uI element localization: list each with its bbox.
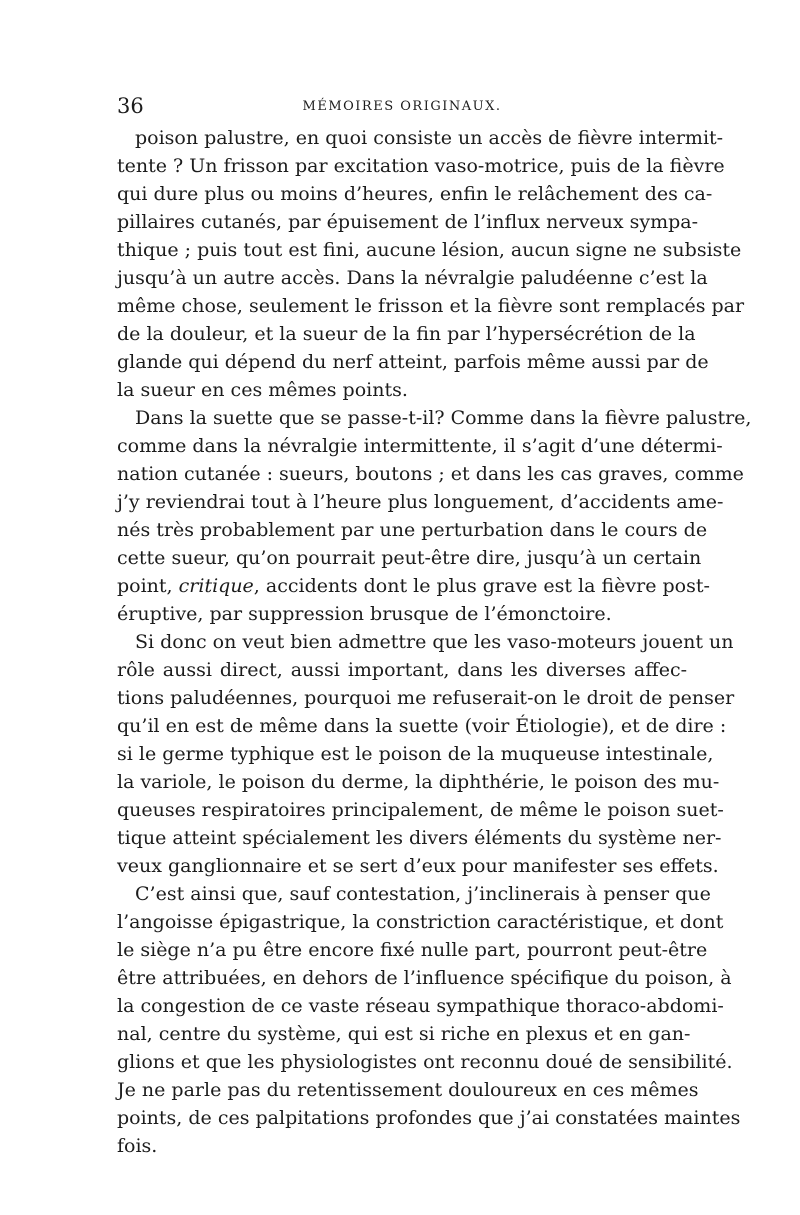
text-line: qui dure plus ou moins d’heures, enfin le relâchement des ca-: [117, 183, 713, 205]
text-line: jusqu’à un autre accès. Dans la névralgie paludéenne c’est la: [117, 267, 708, 289]
text-line: l’angoisse épigastrique, la constriction caractéristique, et dont: [117, 911, 724, 933]
text-line: la congestion de ce vaste réseau sympathique thoraco-abdomi-: [117, 995, 724, 1017]
paragraph: [117, 404, 752, 628]
text-line: la variole, le poison du derme, la diphthérie, le poison des mu-: [117, 771, 720, 793]
text-line: queuses respiratoires principalement, de même le poison suet-: [117, 799, 724, 821]
page-number: 36: [117, 94, 144, 118]
text-line: de la douleur, et la sueur de la fin par l’hypersécrétion de la: [117, 323, 696, 345]
text-line: qu’il en est de même dans la suette (voir Étiologie), et de dire :: [117, 715, 727, 737]
text-line: être attribuées, en dehors de l’influence spécifique du poison, à: [117, 967, 732, 989]
text-line: Je ne parle pas du retentissement douloureux en ces mêmes: [117, 1079, 699, 1101]
page-header: [117, 94, 687, 124]
text-line: glande qui dépend du nerf atteint, parfois même aussi par de: [117, 351, 709, 373]
text-line: tique atteint spécialement les divers éléments du système ner-: [117, 827, 722, 849]
text-line: nés très probablement par une perturbation dans le cours de: [117, 519, 708, 541]
paragraph: [117, 880, 741, 1160]
text-line: nal, centre du système, qui est si riche en plexus et en gan-: [117, 1023, 691, 1045]
text-line: la sueur en ces mêmes points.: [117, 379, 408, 401]
text-line: pillaires cutanés, par épuisement de l’influx nerveux sympa-: [117, 211, 699, 233]
text-line: points, de ces palpitations profondes que j’ai constatées maintes: [117, 1107, 741, 1129]
text-line: poison palustre, en quoi consiste un accès de fièvre intermit-: [135, 127, 724, 149]
text-line: point, critique, accidents dont le plus grave est la fièvre post-: [117, 575, 710, 597]
text-line: tions paludéennes, pourquoi me refuserait-on le droit de penser: [117, 687, 735, 709]
text-line: C’est ainsi que, sauf contestation, j’inclinerais à penser que: [135, 883, 711, 905]
paragraph: [117, 628, 735, 880]
text-line: si le germe typhique est le poison de la muqueuse intestinale,: [117, 743, 714, 765]
running-head: MÉMOIRES ORIGINAUX.: [302, 99, 502, 114]
text-line: éruptive, par suppression brusque de l’émonctoire.: [117, 603, 612, 625]
text-line: thique ; puis tout est fini, aucune lésion, aucun signe ne subsiste: [117, 239, 742, 261]
text-line: même chose, seulement le frisson et la fièvre sont remplacés par: [117, 295, 745, 317]
text-line: Dans la suette que se passe-t-il? Comme dans la fièvre palustre,: [135, 407, 752, 429]
text-line: glions et que les physiologistes ont reconnu doué de sensibilité.: [117, 1051, 733, 1073]
text-line: tente ? Un frisson par excitation vaso-motrice, puis de la fièvre: [117, 155, 725, 177]
body-text: [117, 124, 752, 1160]
text-line: veux ganglionnaire et se sert d’eux pour manifester ses effets.: [117, 855, 719, 877]
text-line: fois.: [117, 1135, 158, 1157]
text-line: rôle aussi direct, aussi important, dans les diverses affec-: [117, 659, 687, 681]
text-line: le siège n’a pu être encore fixé nulle part, pourront peut-être: [117, 939, 708, 961]
text-line: cette sueur, qu’on pourrait peut-être dire, jusqu’à un certain: [117, 547, 702, 569]
paragraph: [117, 124, 745, 404]
text-line: j’y reviendrai tout à l’heure plus longuement, d’accidents ame-: [117, 491, 724, 513]
text-line: comme dans la névralgie intermittente, il s’agit d’une détermi-: [117, 435, 723, 457]
text-line: nation cutanée : sueurs, boutons ; et dans les cas graves, comme: [117, 463, 744, 485]
text-line: Si donc on veut bien admettre que les vaso-moteurs jouent un: [135, 631, 734, 653]
